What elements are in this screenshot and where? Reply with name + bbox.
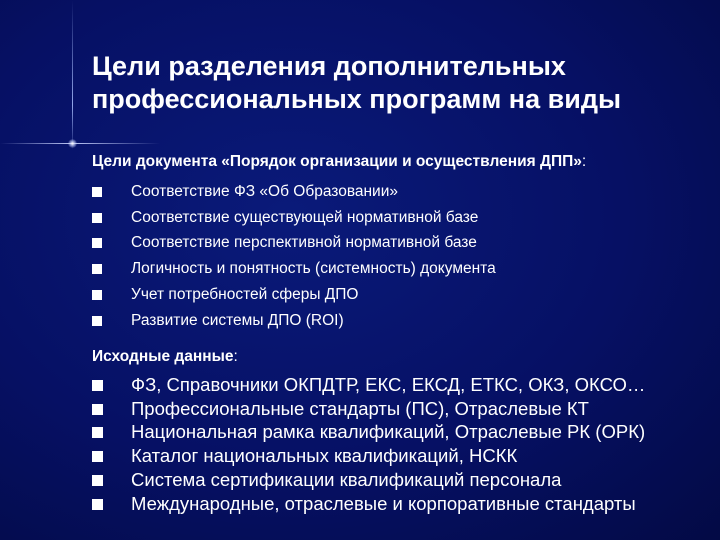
- sources-item-text: Каталог национальных квалификаций, НСКК: [131, 445, 518, 467]
- sources-list-item: [88, 397, 645, 421]
- goals-heading-label: Цели документа «Порядок организации и осуществления ДПП»: [92, 153, 582, 170]
- square-bullet-icon: [92, 187, 102, 197]
- square-bullet-icon: [92, 264, 102, 274]
- sources-item-text: ФЗ, Справочники ОКПДТР, ЕКС, ЕКСД, ЕТКС, ОКЗ, ОКСО…: [131, 374, 646, 395]
- sources-item-text: Национальная рамка квалификаций, Отраслевые РК (ОРК): [131, 421, 646, 443]
- sources-list-item: [88, 420, 645, 444]
- goals-item-text: Развитие системы ДПО (ROI): [131, 311, 344, 329]
- decorative-horizontal-line: [0, 143, 160, 144]
- goals-item-text: Учет потребностей сферы ДПО: [131, 285, 359, 303]
- sources-item-text: Профессиональные стандарты (ПС), Отраслевые КТ: [131, 397, 589, 419]
- square-bullet-icon: [92, 499, 103, 510]
- square-bullet-icon: [92, 213, 102, 223]
- square-bullet-icon: [92, 404, 103, 415]
- goals-list-item: [88, 179, 496, 205]
- sources-list-item: [88, 444, 645, 468]
- goals-item-text: Логичность и понятность (системность) документа: [131, 260, 496, 278]
- square-bullet-icon: [92, 451, 103, 462]
- square-bullet-icon: [92, 316, 102, 326]
- sources-list: [88, 373, 645, 515]
- sources-list-item: [88, 492, 645, 516]
- sources-item-text: Система сертификации квалификаций персонала: [131, 468, 562, 490]
- goals-list-item: [88, 256, 496, 282]
- sparkle-icon: [68, 139, 77, 148]
- decorative-vertical-line: [72, 0, 73, 150]
- sources-heading-label: Исходные данные: [92, 348, 234, 365]
- square-bullet-icon: [92, 427, 103, 438]
- square-bullet-icon: [92, 290, 102, 300]
- goals-list: [88, 179, 496, 333]
- square-bullet-icon: [92, 475, 103, 486]
- goals-list-item: [88, 282, 496, 308]
- sources-list-item: [88, 373, 645, 397]
- square-bullet-icon: [92, 380, 103, 391]
- sources-item-text: Международные, отраслевые и корпоративные стандарты: [131, 492, 636, 514]
- goals-item-text: Соответствие существующей нормативной базе: [131, 208, 479, 226]
- sources-heading: [92, 348, 238, 366]
- goals-heading-colon: :: [581, 153, 587, 170]
- goals-item-text: Соответствие перспективной нормативной базе: [131, 234, 477, 252]
- goals-list-item: [88, 308, 496, 334]
- sources-list-item: [88, 468, 645, 492]
- goals-heading: [92, 153, 586, 171]
- goals-list-item: [88, 205, 496, 231]
- goals-list-item: [88, 230, 496, 256]
- square-bullet-icon: [92, 238, 102, 248]
- slide-title: Цели разделения дополнительных профессиональных программ на виды: [92, 51, 622, 114]
- goals-item-text: Соответствие ФЗ «Об Образовании»: [131, 183, 398, 200]
- sources-heading-colon: :: [233, 348, 238, 365]
